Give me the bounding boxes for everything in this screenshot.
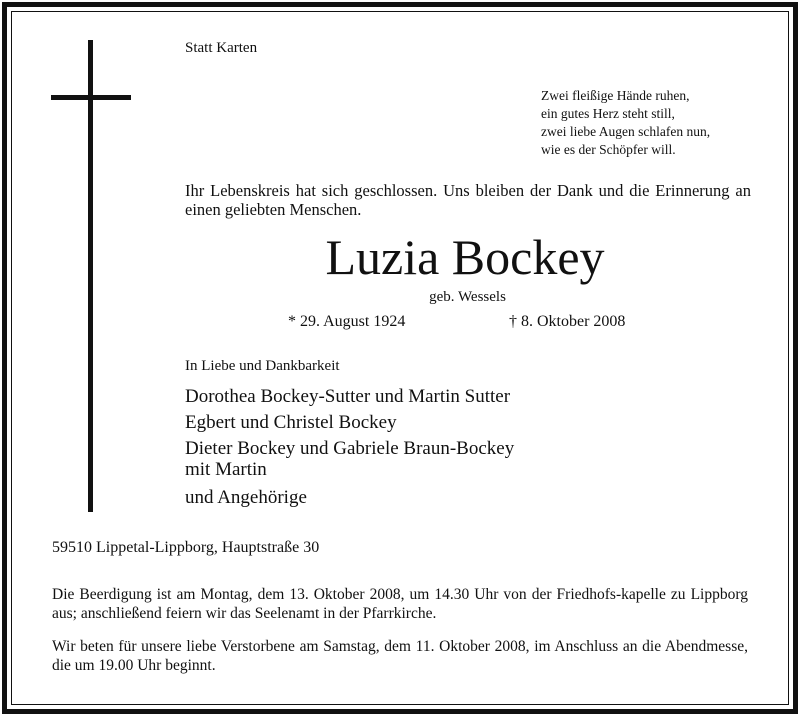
birth-name: geb. Wessels <box>429 289 506 305</box>
prayer-notice: Wir beten für unsere liebe Verstorbene am Samstag, dem 11. Oktober 2008, im Anschluss an die Abendmesse, die um 19.00 Uhr beginnt. <box>52 638 748 674</box>
deceased-name: Luzia Bockey <box>325 229 605 285</box>
mourner-name: und Angehörige <box>185 487 307 508</box>
cross-horizontal-bar <box>51 95 131 100</box>
mourner-name: Egbert und Christel Bockey <box>185 412 397 433</box>
birth-date: * 29. August 1924 <box>288 313 406 330</box>
poem-line: Zwei fleißige Hände ruhen, <box>541 88 690 103</box>
poem-line: ein gutes Herz steht still, <box>541 106 675 121</box>
poem-line: wie es der Schöpfer will. <box>541 142 676 157</box>
mourner-name: Dieter Bockey und Gabriele Braun-Bockey <box>185 438 515 459</box>
death-date: † 8. Oktober 2008 <box>509 313 626 330</box>
statt-karten: Statt Karten <box>185 40 258 56</box>
poem-line: zwei liebe Augen schlafen nun, <box>541 124 711 139</box>
funeral-notice: Die Beerdigung ist am Montag, dem 13. Oktober 2008, um 14.30 Uhr von der Friedhofs-kapelle zu Lippborg aus; anschließend feiern wir das Seelenamt in der Pfarrkirche. <box>52 586 748 622</box>
mourners-list <box>185 386 514 513</box>
poem <box>541 87 710 159</box>
address: 59510 Lippetal-Lippborg, Hauptstraße 30 <box>52 539 320 556</box>
mourners-heading: In Liebe und Dankbarkeit <box>185 358 340 374</box>
mourner-name: mit Martin <box>185 459 267 480</box>
mourner-name: Dorothea Bockey-Sutter und Martin Sutter <box>185 386 511 407</box>
intro-text: Ihr Lebenskreis hat sich geschlossen. Uns bleiben der Dank und die Erinnerung an einen geliebten Menschen. <box>185 181 751 219</box>
